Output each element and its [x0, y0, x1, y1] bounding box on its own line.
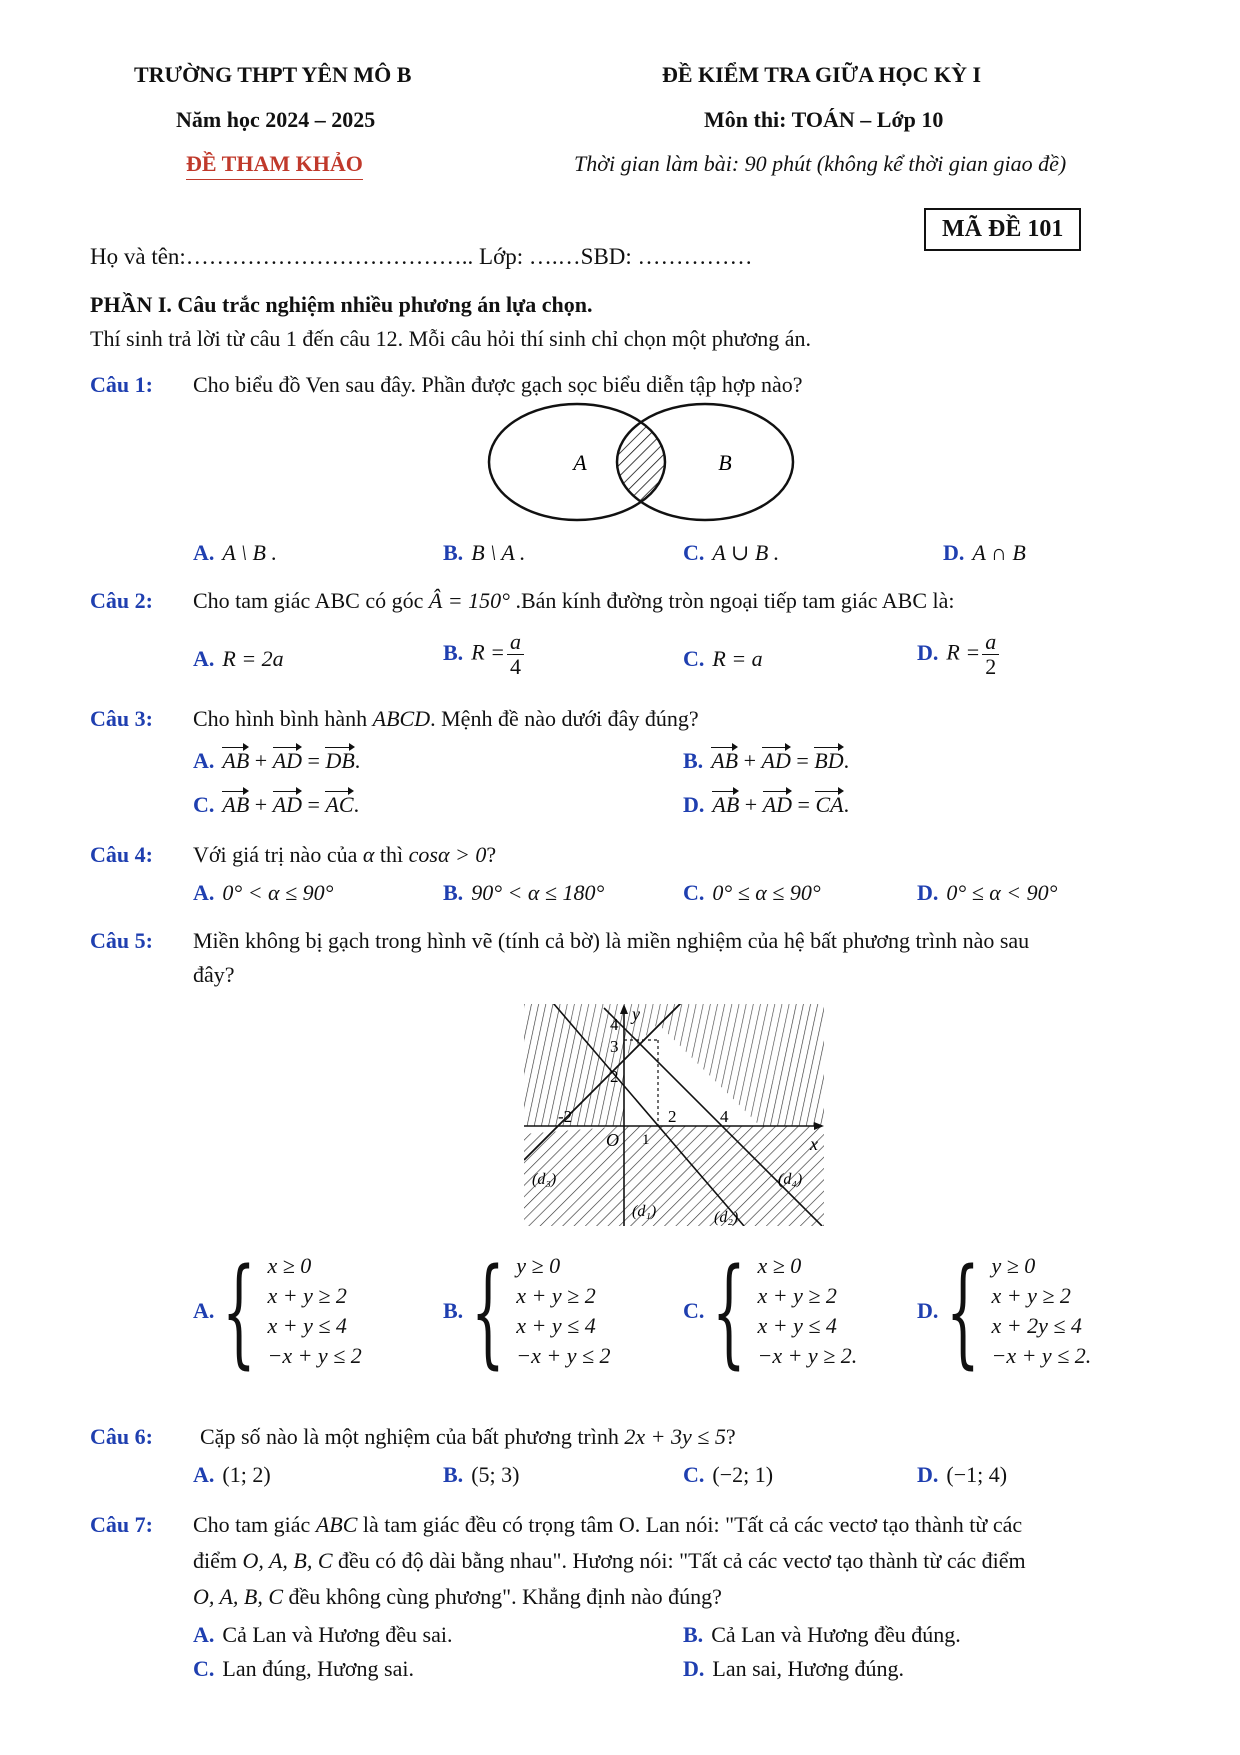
option-d[interactable]: D. { y ≥ 0 x + y ≥ 2 x + 2y ≤ 4 −x + y ≤ 2. [917, 1242, 1092, 1380]
exam-title: ĐỀ KIỂM TRA GIỮA HỌC KỲ I [662, 62, 982, 87]
question-number: Câu 5: [90, 928, 153, 953]
school-year: Năm học 2024 – 2025 [176, 107, 376, 132]
graph-label-d1: (d₁) [632, 1203, 657, 1220]
graph-tick-x1: 1 [642, 1132, 650, 1148]
question-number: Câu 7: [90, 1512, 153, 1537]
school-name: TRƯỜNG THPT YÊN MÔ B [134, 62, 412, 87]
question-text: Cho biểu đồ Ven sau đây. Phần được gạch sọc biểu diễn tập hợp nào? [193, 372, 803, 397]
graph-label-y: y [632, 1004, 640, 1024]
option-c[interactable]: C. AB + AD = AC. [193, 792, 360, 817]
option-d[interactable]: D. R = $\frac{a}{2}$ [917, 630, 1001, 679]
graph-tick-y4: 4 [610, 1015, 619, 1034]
graph-tick-x2: 2 [668, 1107, 677, 1126]
option-a[interactable]: A. R = 2a [193, 646, 284, 671]
option-b[interactable]: B. B \ A . [443, 540, 526, 565]
option-d[interactable]: D. A ∩ B [943, 540, 1026, 565]
graph-label-d4: (d₄) [778, 1171, 803, 1188]
graph-label-d3: (d₃) [532, 1171, 557, 1188]
option-a[interactable]: A. (1; 2) [193, 1462, 271, 1487]
question-number: Câu 1: [90, 372, 153, 397]
option-b[interactable]: B. AB + AD = BD. [683, 748, 850, 773]
graph-tick-xm2: -2 [558, 1107, 573, 1126]
question-text-line3: O, A, B, C đều không cùng phương". Khẳng định nào đúng? [193, 1584, 722, 1609]
question-text: Cặp số nào là một nghiệm của bất phương trình 2x + 3y ≤ 5? [200, 1424, 736, 1449]
venn-label-a: A [573, 450, 587, 475]
option-b[interactable]: B. (5; 3) [443, 1462, 520, 1487]
option-c[interactable]: C. A ∪ B . [683, 540, 780, 565]
option-d[interactable]: D. Lan sai, Hương đúng. [683, 1656, 904, 1681]
time-note: Thời gian làm bài: 90 phút (không kể thời gian giao đề) [574, 151, 1067, 176]
question-text-line2: đây? [193, 962, 235, 987]
student-info-line: Họ và tên:……………………………….. Lớp: ….…SBD: …………… [90, 244, 753, 269]
part-instruction: Thí sinh trả lời từ câu 1 đến câu 12. Mỗi câu hỏi thí sinh chỉ chọn một phương án. [90, 326, 812, 351]
question-text-line1: Cho tam giác ABC là tam giác đều có trọng tâm O. Lan nói: "Tất cả các vectơ tạo thành từ các [193, 1512, 1023, 1537]
inequality-region-graph [524, 1004, 824, 1226]
question-text: Cho hình bình hành ABCD. Mệnh đề nào dưới đây đúng? [193, 706, 699, 731]
graph-tick-y2: 2 [610, 1067, 619, 1086]
question-number: Câu 4: [90, 842, 153, 867]
option-b[interactable]: B. 90° < α ≤ 180° [443, 880, 605, 905]
option-d[interactable]: D. (−1; 4) [917, 1462, 1008, 1487]
option-b[interactable]: B. Cả Lan và Hương đều đúng. [683, 1622, 961, 1647]
option-c[interactable]: C. R = a [683, 646, 763, 671]
venn-label-b: B [718, 450, 732, 475]
question-text: Với giá trị nào của α thì cosα > 0? [193, 842, 497, 867]
option-b[interactable]: B. { y ≥ 0 x + y ≥ 2 x + y ≤ 4 −x + y ≤ 2 [443, 1242, 611, 1380]
option-a[interactable]: A. Cả Lan và Hương đều sai. [193, 1622, 453, 1647]
subject: Môn thi: TOÁN – Lớp 10 [704, 107, 944, 132]
graph-label-x: x [810, 1134, 818, 1154]
option-a[interactable]: A. { x ≥ 0 x + y ≥ 2 x + y ≤ 4 −x + y ≤ 2 [193, 1242, 362, 1380]
graph-label-origin: O [606, 1130, 619, 1150]
option-a[interactable]: A. A \ B . [193, 540, 277, 565]
question-text-line1: Miền không bị gạch trong hình vẽ (tính cả bờ) là miền nghiệm của hệ bất phương trình nào sau [193, 928, 1030, 953]
graph-label-d2: (d₂) [714, 1209, 739, 1226]
question-number: Câu 2: [90, 588, 153, 613]
option-d[interactable]: D. AB + AD = CA. [683, 792, 850, 817]
graph-tick-x4: 4 [720, 1107, 729, 1126]
option-a[interactable]: A. 0° < α ≤ 90° [193, 880, 334, 905]
part-title: PHẦN I. Câu trắc nghiệm nhiều phương án lựa chọn. [90, 292, 593, 317]
question-text-line2: điểm O, A, B, C đều có độ dài bằng nhau". Hương nói: "Tất cả các vectơ tạo thành từ các điểm [193, 1548, 1026, 1573]
option-c[interactable]: C. 0° ≤ α ≤ 90° [683, 880, 821, 905]
graph-tick-y3: 3 [610, 1037, 619, 1056]
option-c[interactable]: C. (−2; 1) [683, 1462, 774, 1487]
option-c[interactable]: C. { x ≥ 0 x + y ≥ 2 x + y ≤ 4 −x + y ≥ 2. [683, 1242, 858, 1380]
option-b[interactable]: B. R = $\frac{a}{4}$ [443, 630, 526, 679]
venn-diagram [480, 400, 830, 535]
option-a[interactable]: A. AB + AD = DB. [193, 748, 361, 773]
question-number: Câu 6: [90, 1424, 153, 1449]
question-number: Câu 3: [90, 706, 153, 731]
exam-code-box: MÃ ĐỀ 101 [924, 208, 1081, 251]
question-text: Cho tam giác ABC có góc Â = 150° .Bán kính đường tròn ngoại tiếp tam giác ABC là: [193, 588, 955, 613]
reference-label: ĐỀ THAM KHẢO [186, 151, 363, 180]
option-c[interactable]: C. Lan đúng, Hương sai. [193, 1656, 414, 1681]
option-d[interactable]: D. 0° ≤ α < 90° [917, 880, 1058, 905]
